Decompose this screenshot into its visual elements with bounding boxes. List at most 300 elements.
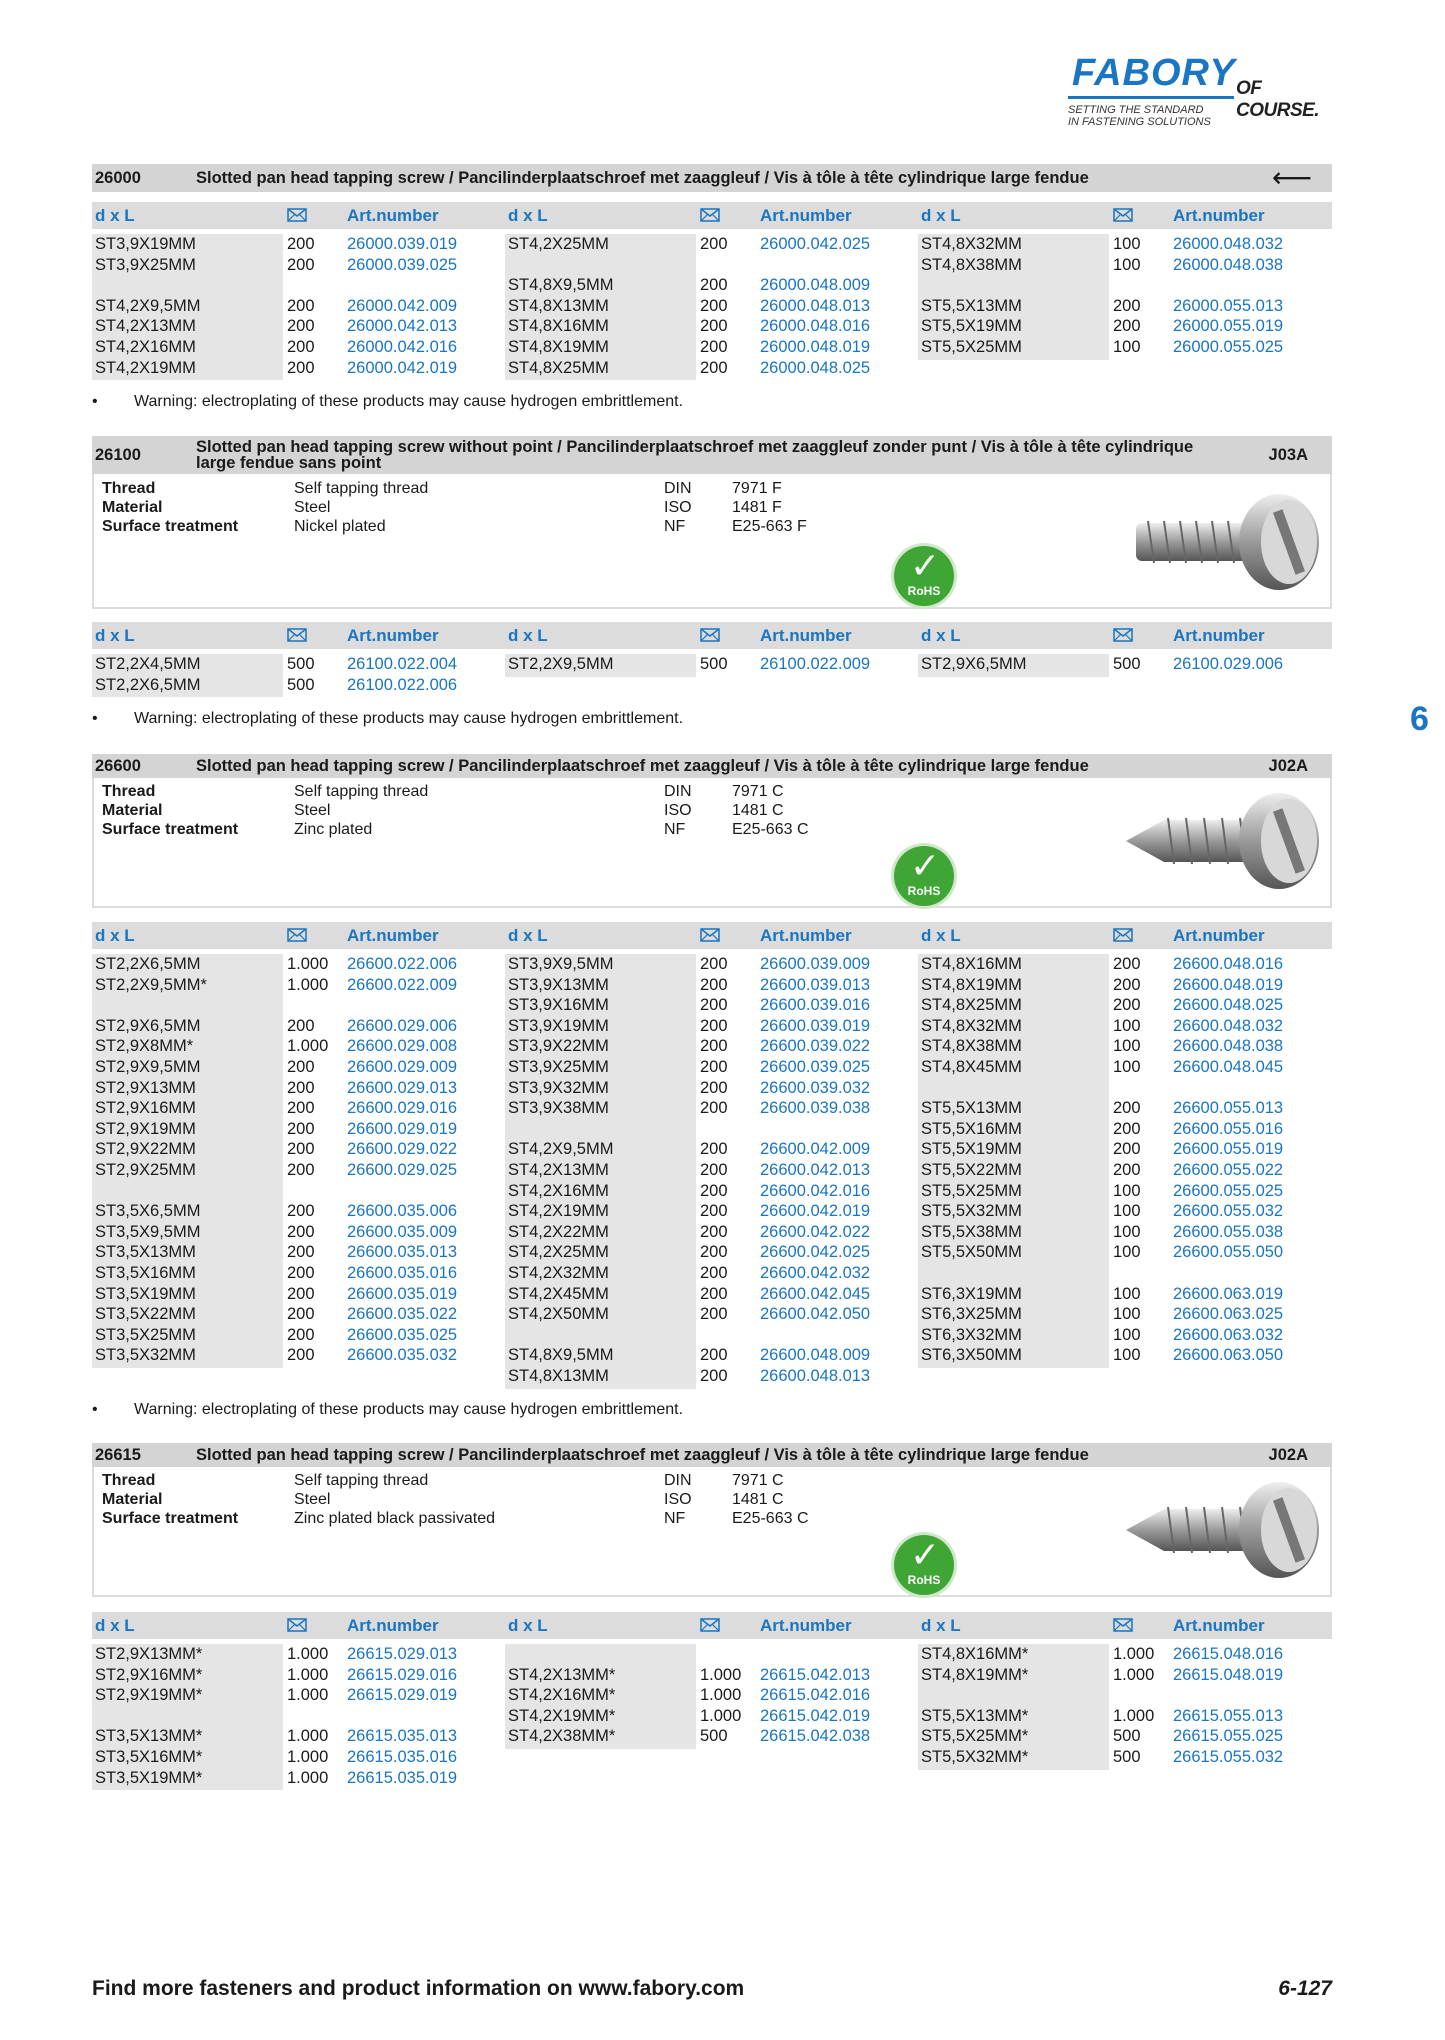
article-number-link[interactable]: 26600.035.032 [347,1346,458,1365]
column-header-dxl: d x L [921,206,961,225]
size-cell: ST4,2X45MM [508,1284,609,1303]
section-header-26600 [92,754,1332,778]
table-row [505,337,918,357]
size-cell: ST4,8X16MM* [921,1645,1029,1663]
quantity-cell: 100 [1113,1325,1141,1344]
quantity-cell: 200 [700,1181,728,1200]
article-number-link[interactable]: 26100.022.004 [347,655,458,673]
size-cell: ST2,2X6,5MM [95,675,201,694]
footer-text: Find more fasteners and product information on www.fabory.com [92,1977,745,2000]
quantity-cell: 200 [700,1140,728,1159]
package-envelope-icon [1113,208,1133,222]
quantity-cell: 1.000 [700,1665,742,1684]
article-number-link[interactable]: 26000.039.025 [347,255,458,274]
article-number-link[interactable]: 26000.048.038 [1173,255,1284,274]
table-row [505,316,918,336]
quantity-cell: 200 [287,1099,315,1118]
article-number-link[interactable]: 26600.022.009 [347,975,458,994]
quantity-cell: 200 [1113,955,1141,973]
size-cell: ST4,2X22MM [508,1222,609,1241]
article-number-link[interactable]: 26000.055.025 [1173,338,1284,356]
quantity-cell: 200 [287,338,315,356]
column-header-dxl: d x L [95,206,135,225]
article-number-link[interactable]: 26000.042.019 [347,358,458,377]
article-number-link[interactable]: 26600.042.016 [760,1181,871,1200]
article-number-link[interactable]: 26600.063.032 [1173,1325,1284,1344]
pointed-screw-icon [1124,1477,1324,1587]
size-cell: ST2,9X22MM [95,1140,196,1159]
article-number-link[interactable]: 26600.029.019 [347,1119,458,1138]
table-row [92,1160,505,1180]
table-row [92,1685,505,1705]
size-cell: ST3,5X32MM [95,1346,196,1365]
table-row [918,995,1331,1015]
table-row [918,1747,1331,1767]
article-number-link[interactable]: 26600.022.006 [347,955,458,973]
table-row [505,1078,918,1098]
article-number-link[interactable]: 26000.042.016 [347,338,458,356]
quantity-cell: 200 [287,1346,315,1365]
article-number-link[interactable]: 26600.055.013 [1173,1099,1284,1118]
table-row [505,1242,918,1262]
size-cell: ST4,8X38MM [921,1037,1022,1056]
table-row [918,1345,1331,1365]
size-cell: ST3,5X9,5MM [95,1222,201,1241]
quantity-cell: 1.000 [287,1748,329,1766]
size-cell: ST4,2X19MM [95,358,196,377]
article-number-link[interactable]: 26600.035.022 [347,1305,458,1324]
column-header-artnumber: Art.number [760,206,852,225]
page-number: 6-127 [1278,1977,1332,2000]
column-header-dxl: d x L [95,626,135,645]
rohs-badge-icon: ✓ RoHS [894,1535,954,1595]
article-number-link[interactable]: 26000.055.019 [1173,317,1284,336]
quantity-cell: 200 [700,358,728,377]
package-envelope-icon [1113,928,1133,942]
size-cell: ST2,9X19MM* [95,1686,203,1705]
size-cell: ST3,5X22MM [95,1305,196,1324]
size-cell: ST5,5X13MM [921,1099,1022,1118]
article-number-link[interactable]: 26615.048.019 [1173,1665,1284,1684]
table-row [92,1284,505,1304]
size-cell: ST2,9X9,5MM [95,1058,201,1076]
table-row [918,1222,1331,1242]
table-header [92,622,1332,649]
quantity-cell: 100 [1113,1037,1141,1056]
article-number-link[interactable]: 26600.055.050 [1173,1243,1284,1262]
section-code: 26600 [95,756,141,775]
article-number-link[interactable]: 26615.042.016 [760,1686,871,1705]
quantity-cell: 200 [1113,1140,1141,1159]
table-row [505,1706,918,1726]
quantity-cell: 200 [1113,975,1141,994]
quantity-cell: 100 [1113,1305,1141,1324]
article-number-link[interactable]: 26100.022.009 [760,655,871,673]
quantity-cell: 200 [700,276,728,295]
size-cell: ST4,8X45MM [921,1058,1022,1076]
package-envelope-icon [700,208,720,222]
table-row [505,995,918,1015]
quantity-cell: 200 [700,1367,728,1385]
quantity-cell: 200 [287,1140,315,1159]
quantity-cell: 500 [1113,655,1141,673]
size-cell: ST4,8X32MM [921,1016,1022,1035]
article-number-link[interactable]: 26000.048.032 [1173,235,1284,253]
size-cell: ST3,9X25MM [508,1058,609,1076]
article-number-link[interactable]: 26600.048.016 [1173,955,1284,973]
quantity-cell: 1.000 [1113,1706,1155,1725]
article-number-link[interactable]: 26600.035.016 [347,1264,458,1282]
quantity-cell: 200 [700,1078,728,1097]
quantity-cell: 200 [700,955,728,973]
quantity-cell: 200 [700,1346,728,1365]
quantity-cell: 1.000 [287,1727,329,1746]
size-cell: ST3,5X13MM* [95,1727,203,1746]
table-row [918,1098,1331,1118]
article-number-link[interactable]: 26600.055.025 [1173,1181,1284,1200]
column-header-artnumber: Art.number [760,626,852,645]
article-number-link[interactable]: 26600.039.032 [760,1078,871,1097]
article-number-link[interactable]: 26615.048.016 [1173,1645,1284,1663]
article-number-link[interactable]: 26615.029.016 [347,1665,458,1684]
quantity-cell: 200 [287,296,315,315]
size-cell: ST6,3X50MM [921,1346,1022,1365]
quantity-cell: 200 [1113,317,1141,336]
table-row [92,1345,505,1365]
quantity-cell: 200 [1113,1119,1141,1138]
article-number-link[interactable]: 26600.039.022 [760,1037,871,1056]
size-cell: ST3,5X25MM [95,1325,196,1344]
table-row [918,654,1331,674]
table-row [92,337,505,357]
size-cell: ST2,9X13MM [95,1078,196,1097]
article-number-link[interactable]: 26600.048.025 [1173,996,1284,1015]
article-number-link[interactable]: 26600.039.038 [760,1099,871,1118]
article-number-link[interactable]: 26600.042.032 [760,1264,871,1282]
table-row [505,654,918,674]
table-row [92,1222,505,1242]
article-number-link[interactable]: 26000.042.009 [347,296,458,315]
section-header-26000 [92,164,1332,192]
table-row [918,1665,1331,1685]
spec-panel: Thread Material Surface treatment Self tapping thread Steel Nickel plated DIN ISO NF 7971 F 1481 F E25-663 F ✓ RoHS [92,474,1332,609]
quantity-cell: 200 [287,358,315,377]
column-header-artnumber: Art.number [760,926,852,945]
size-cell: ST5,5X25MM [921,338,1022,356]
article-number-link[interactable]: 26600.048.045 [1173,1058,1284,1076]
column-header-dxl: d x L [508,1616,548,1635]
article-number-link[interactable]: 26600.048.013 [760,1367,871,1385]
quantity-cell: 200 [287,255,315,274]
logo-underline [1068,96,1234,99]
quantity-cell: 1.000 [700,1686,742,1705]
quantity-cell: 1.000 [287,1037,329,1056]
size-cell: ST6,3X19MM [921,1284,1022,1303]
article-number-link[interactable]: 26000.055.013 [1173,296,1284,315]
section-ref: J02A [1268,756,1308,775]
article-number-link[interactable]: 26600.063.019 [1173,1284,1284,1303]
section-title: Slotted pan head tapping screw / Pancilinderplaatschroef met zaaggleuf / Vis à tôle à tête cylindrique large fendue [196,757,1089,775]
size-cell: ST4,2X19MM* [508,1706,616,1725]
package-envelope-icon [287,1618,307,1632]
table-row [92,1768,505,1788]
quantity-cell: 100 [1113,1284,1141,1303]
size-cell: ST3,9X32MM [508,1078,609,1097]
size-cell: ST2,9X25MM [95,1161,196,1179]
spec-panel: Thread Material Surface treatment Self tapping thread Steel Zinc plated black passivated DIN ISO NF 7971 C 1481 C E25-663 C ✓ RoHS [92,1467,1332,1597]
quantity-cell: 1.000 [287,1768,329,1787]
article-number-link[interactable]: 26600.055.016 [1173,1119,1284,1138]
quantity-cell: 1.000 [287,1665,329,1684]
size-cell: ST2,9X16MM [95,1099,196,1118]
package-envelope-icon [287,928,307,942]
quantity-cell: 200 [700,296,728,315]
article-number-link[interactable]: 26600.039.016 [760,996,871,1015]
quantity-cell: 200 [700,1099,728,1118]
column-header-artnumber: Art.number [1173,926,1265,945]
article-number-link[interactable]: 26615.042.013 [760,1665,871,1684]
article-number-link[interactable]: 26600.039.025 [760,1058,871,1076]
quantity-cell: 200 [1113,1161,1141,1179]
quantity-cell: 1.000 [287,1645,329,1663]
article-number-link[interactable]: 26600.042.019 [760,1202,871,1221]
table-row [505,1304,918,1324]
table-row [918,1181,1331,1201]
size-cell: ST5,5X50MM [921,1243,1022,1262]
article-number-link[interactable]: 26000.048.025 [760,358,871,377]
article-number-link[interactable]: 26600.029.013 [347,1078,458,1097]
package-envelope-icon [700,1618,720,1632]
quantity-cell: 200 [287,1016,315,1035]
article-number-link[interactable]: 26100.022.006 [347,675,458,694]
size-cell: ST2,9X8MM* [95,1037,194,1056]
quantity-cell: 1.000 [287,955,329,973]
column-header-dxl: d x L [95,926,135,945]
article-number-link[interactable]: 26615.035.019 [347,1768,458,1787]
size-cell: ST4,8X32MM [921,235,1022,253]
size-cell: ST5,5X22MM [921,1161,1022,1179]
article-number-link[interactable]: 26600.029.022 [347,1140,458,1159]
article-number-link[interactable]: 26600.035.013 [347,1243,458,1262]
article-number-link[interactable]: 26600.029.025 [347,1161,458,1179]
package-envelope-icon [287,628,307,642]
size-cell: ST4,8X13MM [508,1367,609,1385]
quantity-cell: 500 [287,655,315,673]
column-header-dxl: d x L [508,626,548,645]
article-number-link[interactable]: 26000.042.013 [347,317,458,336]
size-cell: ST3,5X6,5MM [95,1202,201,1221]
size-cell: ST4,2X16MM* [508,1686,616,1705]
table-header [92,202,1332,229]
table-row [918,1242,1331,1262]
article-number-link[interactable]: 26600.039.009 [760,955,871,973]
column-header-dxl: d x L [921,626,961,645]
column-header-dxl: d x L [95,1616,135,1635]
article-number-link[interactable]: 26600.029.006 [347,1016,458,1035]
size-cell: ST2,2X9,5MM* [95,975,207,994]
table-row [918,975,1331,995]
section-title: Slotted pan head tapping screw / Pancilinderplaatschroef met zaaggleuf / Vis à tôle à tête cylindrique large fendue [196,169,1089,187]
column-header-artnumber: Art.number [760,1616,852,1635]
quantity-cell: 200 [700,1284,728,1303]
quantity-cell: 200 [700,975,728,994]
article-number-link[interactable]: 26600.042.045 [760,1284,871,1303]
article-number-link[interactable]: 26600.035.025 [347,1325,458,1344]
size-cell: ST2,2X9,5MM [508,655,614,673]
size-cell: ST4,2X32MM [508,1264,609,1282]
size-cell: ST4,2X13MM [508,1161,609,1179]
back-arrow-icon[interactable]: ⟵ [1271,162,1312,193]
column-header-artnumber: Art.number [1173,1616,1265,1635]
column-header-artnumber: Art.number [1173,206,1265,225]
article-number-link[interactable]: 26000.048.016 [760,317,871,336]
quantity-cell: 200 [700,317,728,336]
table-row [505,1222,918,1242]
quantity-cell: 100 [1113,1346,1141,1365]
article-number-link[interactable]: 26615.035.016 [347,1748,458,1766]
article-number-link[interactable]: 26600.042.025 [760,1243,871,1262]
size-cell: ST5,5X19MM [921,317,1022,336]
table-row [505,1726,918,1746]
article-number-link[interactable]: 26600.029.016 [347,1099,458,1118]
column-header-artnumber: Art.number [1173,626,1265,645]
article-number-link[interactable]: 26600.048.038 [1173,1037,1284,1056]
quantity-cell: 100 [1113,1058,1141,1076]
size-cell: ST5,5X19MM [921,1140,1022,1159]
quantity-cell: 100 [1113,1202,1141,1221]
article-number-link[interactable]: 26615.042.038 [760,1727,871,1746]
article-number-link[interactable]: 26600.039.013 [760,975,871,994]
table-row [918,296,1331,316]
column-header-artnumber: Art.number [347,626,439,645]
quantity-cell: 200 [287,1305,315,1324]
article-number-link[interactable]: 26600.035.019 [347,1284,458,1303]
article-number-link[interactable]: 26615.055.032 [1173,1748,1284,1766]
table-row [92,316,505,336]
quantity-cell: 200 [287,235,315,253]
article-number-link[interactable]: 26600.055.022 [1173,1161,1284,1179]
size-cell: ST3,9X19MM [508,1016,609,1035]
size-cell: ST4,2X9,5MM [508,1140,614,1159]
table-row [92,1665,505,1685]
article-number-link[interactable]: 26000.042.025 [760,235,871,253]
size-cell: ST4,2X13MM* [508,1665,616,1684]
table-row [505,1036,918,1056]
quantity-cell: 100 [1113,1016,1141,1035]
size-cell: ST4,8X9,5MM [508,1346,614,1365]
quantity-cell: 1.000 [1113,1665,1155,1684]
article-number-link[interactable]: 26615.055.025 [1173,1727,1284,1746]
table-row [505,1160,918,1180]
section-title: Slotted pan head tapping screw without point / Pancilinderplaatschroef met zaaggleuf zonder punt / Vis à tôle à tête cylindrique large fendue sans point [196,438,1194,472]
article-number-link[interactable]: 26000.048.013 [760,296,871,315]
table-header [92,922,1332,949]
size-cell: ST4,8X13MM [508,296,609,315]
article-number-link[interactable]: 26000.048.019 [760,338,871,356]
table-row [92,1242,505,1262]
table-row [918,1644,1331,1664]
size-cell: ST6,3X25MM [921,1305,1022,1324]
article-number-link[interactable]: 26615.029.019 [347,1686,458,1705]
article-number-link[interactable]: 26600.048.032 [1173,1016,1284,1035]
article-number-link[interactable]: 26600.042.013 [760,1161,871,1179]
article-number-link[interactable]: 26600.048.019 [1173,975,1284,994]
table-row [505,1263,918,1283]
article-number-link[interactable]: 26600.055.032 [1173,1202,1284,1221]
table-row [92,1139,505,1159]
blunt-screw-icon [1124,489,1324,599]
quantity-cell: 200 [287,1325,315,1344]
article-number-link[interactable]: 26600.039.019 [760,1016,871,1035]
article-number-link[interactable]: 26600.063.025 [1173,1305,1284,1324]
quantity-cell: 1.000 [1113,1645,1155,1663]
table-row [92,1304,505,1324]
article-number-link[interactable]: 26600.042.050 [760,1305,871,1324]
article-number-link[interactable]: 26615.055.013 [1173,1706,1284,1725]
article-number-link[interactable]: 26600.029.008 [347,1037,458,1056]
table-row [92,255,505,275]
article-number-link[interactable]: 26600.042.009 [760,1140,871,1159]
quantity-cell: 200 [287,1243,315,1262]
article-number-link[interactable]: 26600.055.019 [1173,1140,1284,1159]
article-number-link[interactable]: 26600.063.050 [1173,1346,1284,1365]
table-row [505,975,918,995]
article-number-link[interactable]: 26100.029.006 [1173,655,1284,673]
table-row [92,1201,505,1221]
quantity-cell: 100 [1113,1222,1141,1241]
table-row [918,1726,1331,1746]
table-row [92,358,505,378]
section-code: 26000 [95,168,141,187]
article-number-link[interactable]: 26600.055.038 [1173,1222,1284,1241]
column-header-dxl: d x L [508,206,548,225]
table-row [918,1201,1331,1221]
article-number-link[interactable]: 26600.029.009 [347,1058,458,1076]
table-row [505,1366,918,1386]
size-cell: ST2,9X19MM [95,1119,196,1138]
size-cell: ST3,9X16MM [508,996,609,1015]
size-cell: ST4,2X19MM [508,1202,609,1221]
article-number-link[interactable]: 26000.039.019 [347,235,458,253]
column-header-artnumber: Art.number [347,206,439,225]
quantity-cell: 1.000 [700,1706,742,1725]
size-cell: ST5,5X32MM* [921,1748,1029,1766]
table-row [918,337,1331,357]
size-cell: ST4,8X25MM [921,996,1022,1015]
article-number-link[interactable]: 26000.048.009 [760,276,871,295]
article-number-link[interactable]: 26600.048.009 [760,1346,871,1365]
table-row [918,1016,1331,1036]
article-number-link[interactable]: 26600.035.006 [347,1202,458,1221]
size-cell: ST5,5X16MM [921,1119,1022,1138]
section-code: 26615 [95,1445,141,1464]
size-cell: ST4,2X50MM [508,1305,609,1324]
brand-name: FABORY [1072,52,1236,94]
quantity-cell: 200 [287,1058,315,1076]
article-number-link[interactable]: 26600.035.009 [347,1222,458,1241]
table-row [505,1284,918,1304]
table-row [918,1304,1331,1324]
table-row [92,654,505,674]
table-header [92,1612,1332,1639]
quantity-cell: 200 [700,1305,728,1324]
table-row [505,1201,918,1221]
article-number-link[interactable]: 26615.042.019 [760,1706,871,1725]
size-cell: ST3,9X9,5MM [508,955,614,973]
article-number-link[interactable]: 26615.035.013 [347,1727,458,1746]
article-number-link[interactable]: 26615.029.013 [347,1645,458,1663]
article-number-link[interactable]: 26600.042.022 [760,1222,871,1241]
